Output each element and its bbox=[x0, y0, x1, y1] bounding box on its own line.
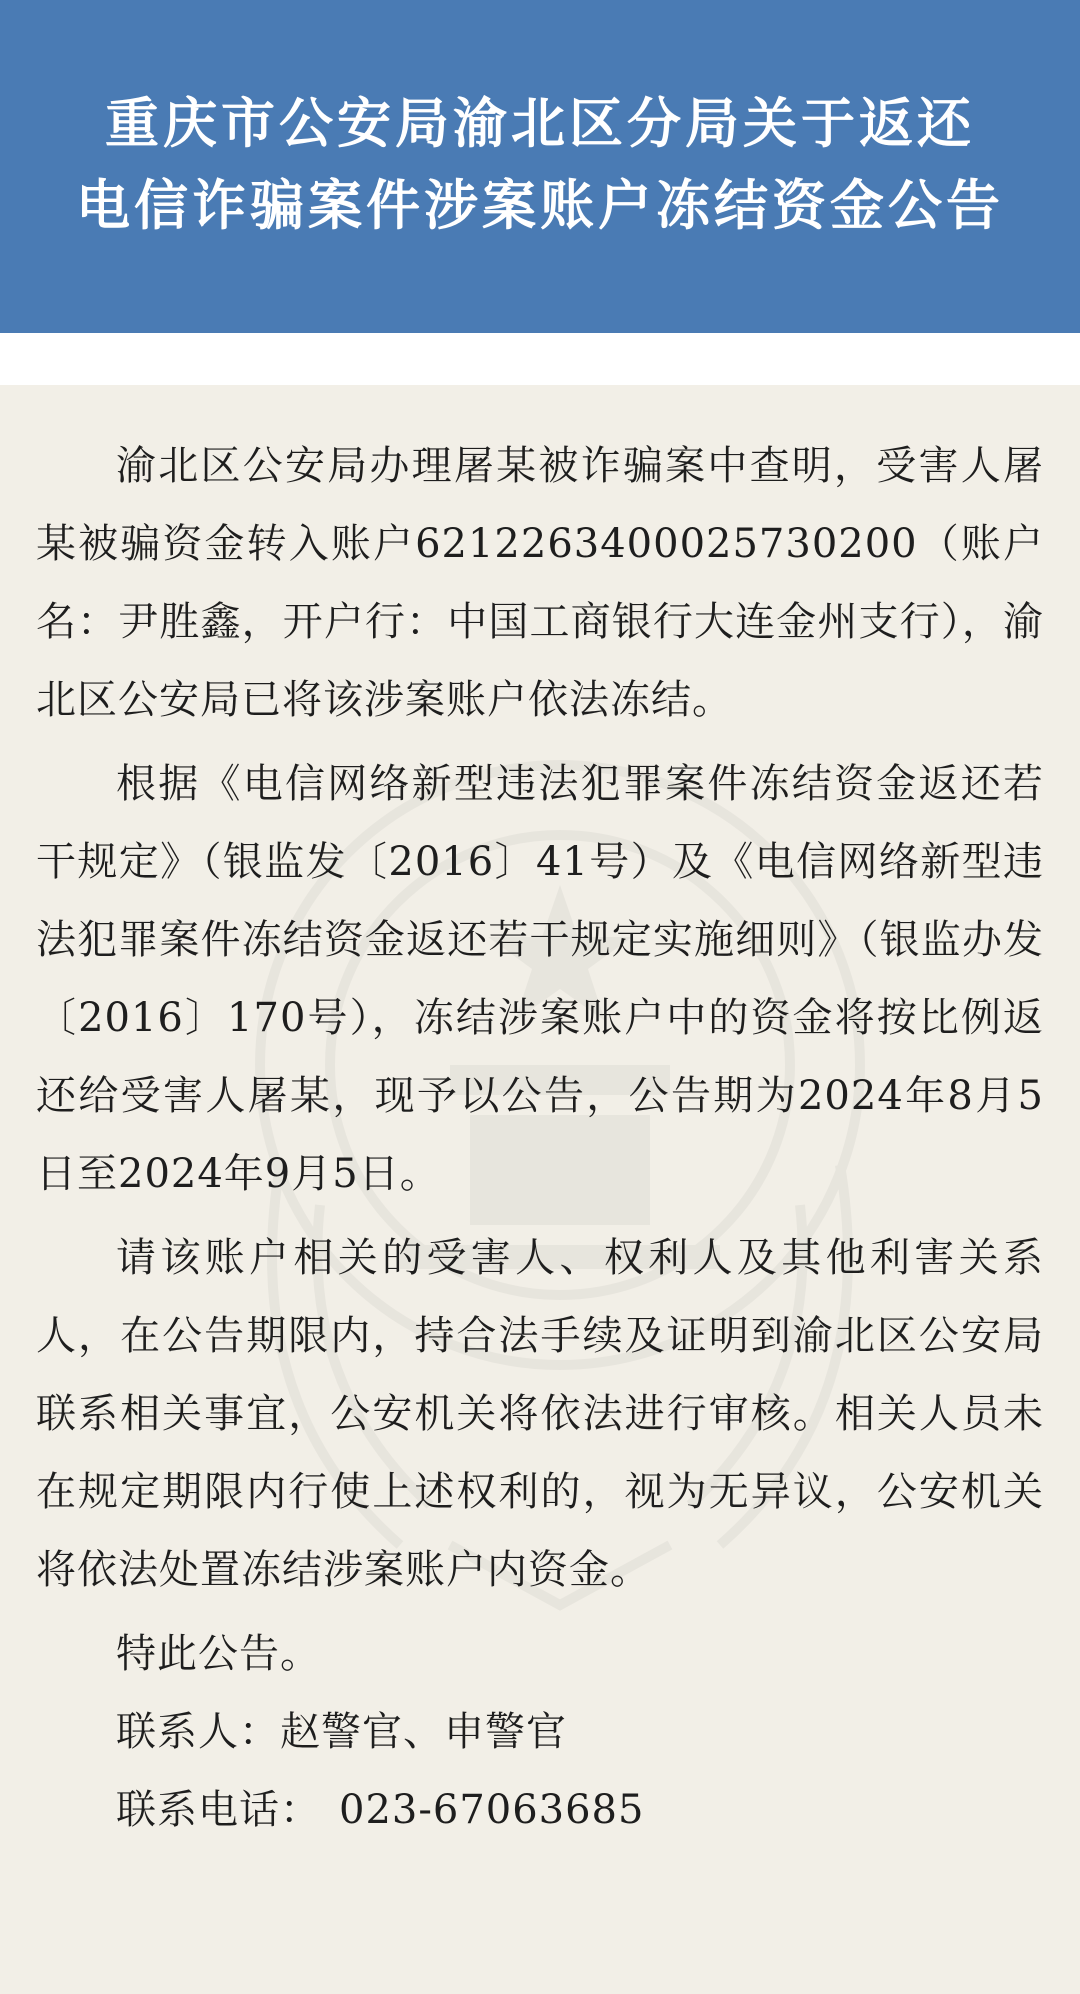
header-separator bbox=[0, 333, 1080, 385]
contact-phone-value: 023-67063685 bbox=[339, 1787, 645, 1833]
notice-title-line-2: 电信诈骗案件涉案账户冻结资金公告 bbox=[76, 173, 1004, 237]
contact-person-value: 赵警官、申警官 bbox=[280, 1709, 567, 1755]
notice-title-line-1: 重庆市公安局渝北区分局关于返还 bbox=[105, 91, 975, 155]
contact-person-line bbox=[36, 1693, 1044, 1771]
notice-header bbox=[0, 0, 1080, 333]
closing-statement: 特此公告。 bbox=[116, 1631, 321, 1677]
contact-phone-line bbox=[36, 1771, 1044, 1849]
contact-person-label: 联系人： bbox=[116, 1709, 280, 1755]
paragraph-case-details: 渝北区公安局办理屠某被诈骗案中查明，受害人屠某被骗资金转入账户6212263400025730200（账户名：尹胜鑫，开户行：中国工商银行大连金州支行），渝北区公安局已将该涉案账户依法冻结。 bbox=[36, 443, 1044, 723]
contact-phone-label: 联系电话： bbox=[116, 1787, 321, 1833]
notice-body bbox=[0, 385, 1080, 1994]
paragraph-legal-basis: 根据《电信网络新型违法犯罪案件冻结资金返还若干规定》（银监发〔2016〕41号）及《电信网络新型违法犯罪案件冻结资金返还若干规定实施细则》（银监办发〔2016〕170号），冻结涉案账户中的资金将按比例返还给受害人屠某，现予以公告，公告期为2024年8月5日至2024年9月5日。 bbox=[36, 761, 1044, 1197]
paragraph-claim-instructions: 请该账户相关的受害人、权利人及其他利害关系人，在公告期限内，持合法手续及证明到渝北区公安局联系相关事宜，公安机关将依法进行审核。相关人员未在规定期限内行使上述权利的，视为无异议，公安机关将依法处置冻结涉案账户内资金。 bbox=[36, 1235, 1044, 1593]
notice-text bbox=[36, 427, 1044, 1849]
